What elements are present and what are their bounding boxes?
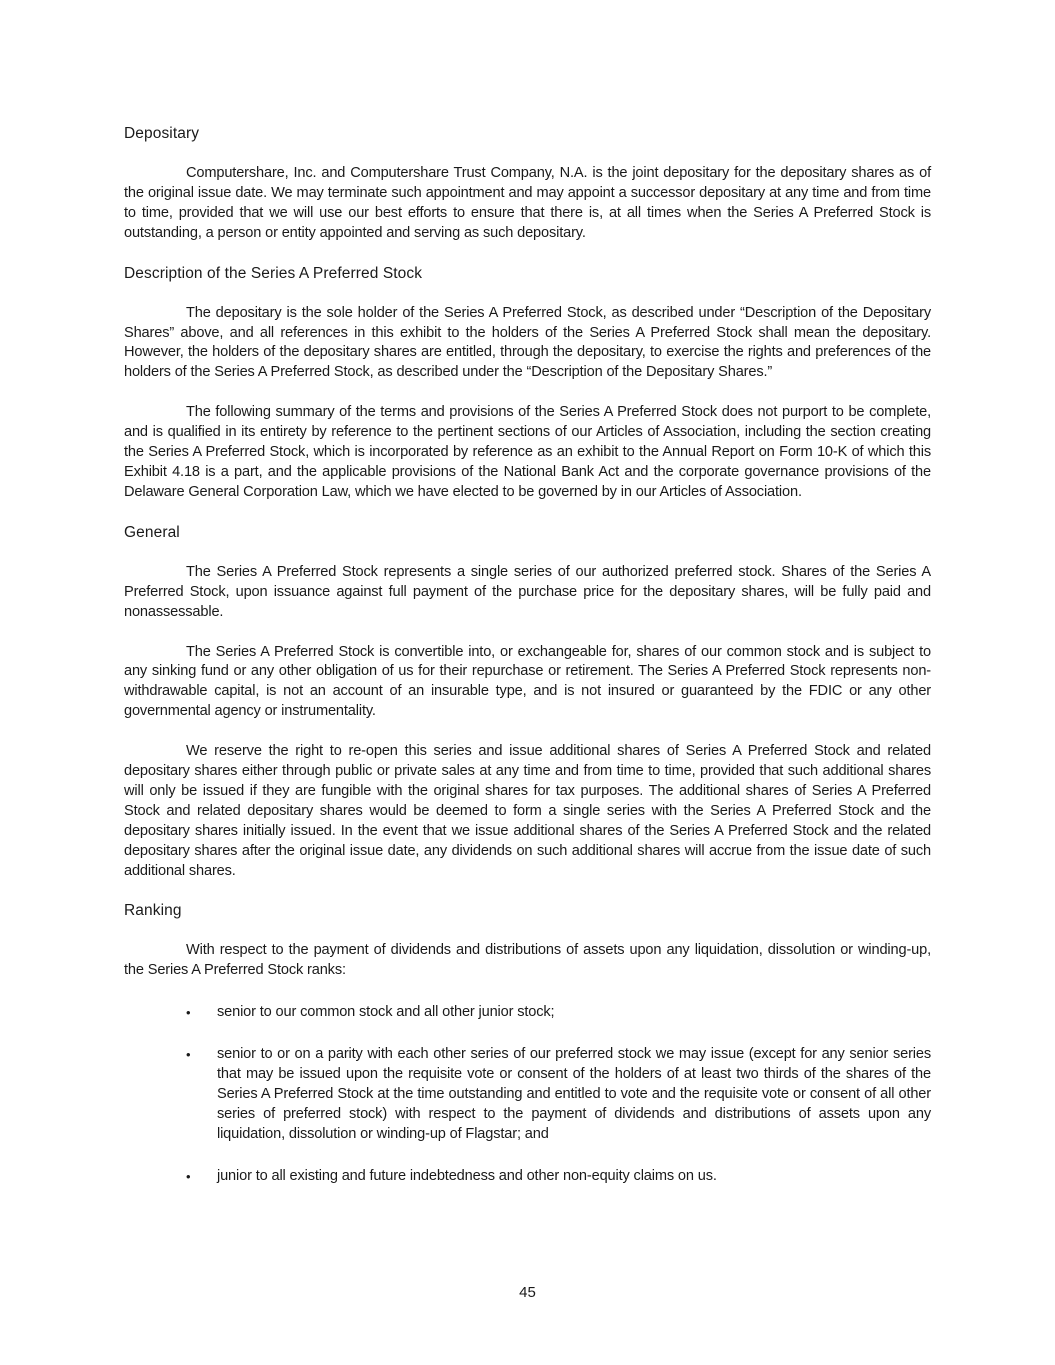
- section-heading-general: General: [124, 523, 180, 541]
- paragraph-depositary: Computershare, Inc. and Computershare Trust Company, N.A. is the joint depositary for the depositary shares as of the original issue date. We may terminate such appointment and may appoint a successor depositary at any time and from time to time, provided that we will use our best efforts to ensure that there is, at all times when the Series A Preferred Stock is outstanding, a person or entity appointed and serving as such depositary.: [124, 165, 931, 241]
- section-heading-ranking: Ranking: [124, 902, 182, 920]
- paragraph-description-1: The depositary is the sole holder of the Series A Preferred Stock, as described under “Description of the Depositary Shares” above, and all references in this exhibit to the holders of the Series A Preferred Stock shall mean the depositary. However, the holders of the depositary shares are entitled, through the depositary, to exercise the rights and preferences of the holders of the Series A Preferred Stock, as described under the “Description of the Depositary Shares.”: [124, 304, 931, 381]
- list-item-text: junior to all existing and future indebtedness and other non-equity claims on us.: [217, 1167, 717, 1184]
- paragraph-general-2: The Series A Preferred Stock is convertible into, or exchangeable for, shares of our common stock and is subject to any sinking fund or any other obligation of us for their repurchase or retirement. The Series A Preferred Stock represents non-withdrawable capital, is not an account of an insurable type, and is not insured or guaranteed by the FDIC or any other governmental agency or instrumentality.: [124, 643, 931, 720]
- section-heading-description: Description of the Series A Preferred Stock: [124, 264, 423, 282]
- ranking-list: [124, 1003, 931, 1186]
- list-item: [124, 1003, 931, 1023]
- bullet-icon: •: [186, 1005, 191, 1021]
- list-item-text: senior to our common stock and all other junior stock;: [217, 1004, 555, 1021]
- list-item-text: senior to or on a parity with each other series of our preferred stock we may issue (except for any senior series that may be issued upon the requisite vote or consent of the holders of at least two thirds of the shares of the Series A Preferred Stock at the time outstanding and entitled to vote and the requisite vote or consent of all other series of preferred stock) with respect to the payment of dividends and distributions of assets upon any liquidation, dissolution or winding-up of Flagstar; and: [217, 1046, 931, 1142]
- document-page: [124, 124, 931, 1209]
- bullet-icon: •: [186, 1168, 191, 1184]
- list-item: [124, 1167, 931, 1187]
- paragraph-general-1: The Series A Preferred Stock represents a single series of our authorized preferred stock. Shares of the Series A Preferred Stock, upon issuance against full payment of the purchase price for the depositary shares, will be fully paid and nonassessable.: [124, 563, 931, 620]
- paragraph-description-2: The following summary of the terms and provisions of the Series A Preferred Stock does not purport to be complete, and is qualified in its entirety by reference to the pertinent sections of our Articles of Association, including the section creating the Series A Preferred Stock, which is incorporated by reference as an exhibit to the Annual Report on Form 10-K of which this Exhibit 4.18 is a part, and the applicable provisions of the National Bank Act and the corporate governance provisions of the Delaware General Corporation Law, which we have elected to be governed by in our Articles of Association.: [124, 404, 931, 500]
- bullet-icon: •: [186, 1047, 191, 1063]
- page-number: 45: [519, 1284, 536, 1301]
- paragraph-ranking: With respect to the payment of dividends and distributions of assets upon any liquidation, dissolution or winding-up, the Series A Preferred Stock ranks:: [124, 942, 931, 979]
- section-heading-depositary: Depositary: [124, 125, 200, 142]
- paragraph-general-3: We reserve the right to re-open this series and issue additional shares of Series A Preferred Stock and related depositary shares either through public or private sales at any time and from time to time, provided that such additional shares will only be issued if they are fungible with the original shares for tax purposes. The additional shares of Series A Preferred Stock and related depositary shares would be deemed to form a single series with the Series A Preferred Stock and the depositary shares initially issued. In the event that we issue additional shares of the Series A Preferred Stock and the related depositary shares after the original issue date, any dividends on such additional shares will accrue from the issue date of such additional shares.: [124, 743, 931, 879]
- list-item: [124, 1045, 931, 1145]
